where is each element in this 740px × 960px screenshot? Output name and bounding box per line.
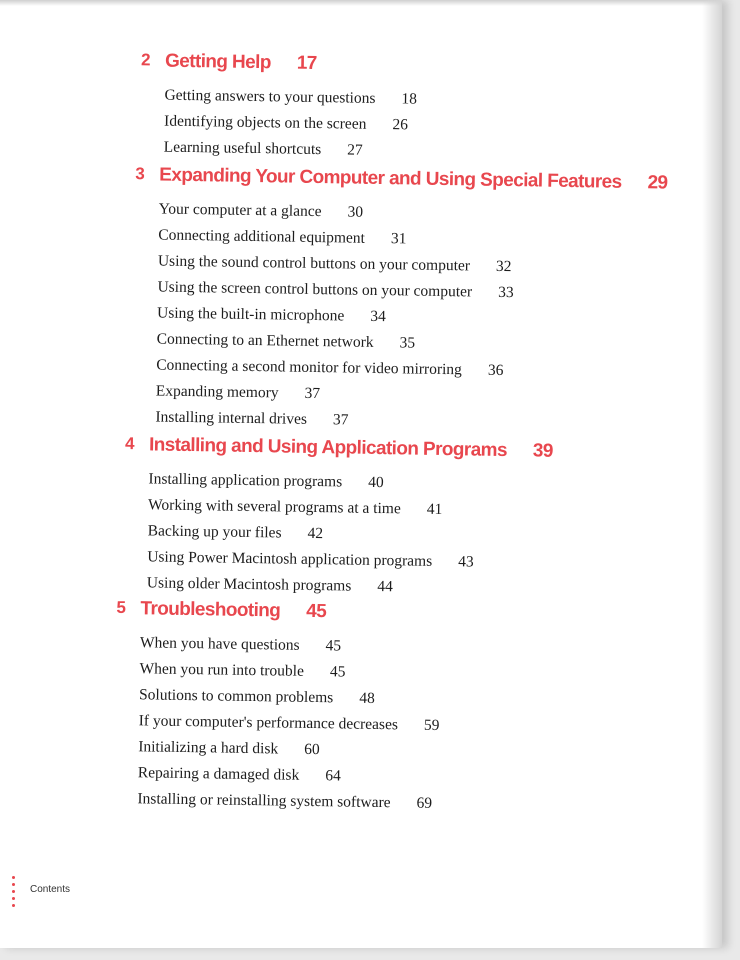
- dotted-rule-icon: [12, 876, 16, 911]
- toc-entry-page: 45: [325, 637, 342, 655]
- toc-entry-text: Solutions to common problems: [138, 686, 334, 707]
- toc-entry-text: Using the screen control buttons on your computer: [157, 278, 473, 301]
- toc-entry-page: 37: [332, 411, 349, 429]
- toc-entry-page: 48: [359, 689, 375, 707]
- chapter-4: [123, 434, 740, 610]
- toc-entry-text: Expanding memory: [155, 382, 279, 402]
- chapter-number: 5: [116, 597, 126, 618]
- toc-entry-text: Learning useful shortcuts: [163, 138, 322, 159]
- toc-entry-text: Installing application programs: [148, 470, 343, 491]
- toc-entry-text: When you have questions: [139, 634, 300, 654]
- toc-entry-text: Using older Macintosh programs: [146, 574, 352, 595]
- toc-entry-text: Identifying objects on the screen: [163, 112, 367, 133]
- chapter-page-number: 45: [306, 600, 327, 623]
- toc-entry-text: Connecting to an Ethernet network: [156, 330, 374, 351]
- chapter-page-number: 29: [647, 172, 668, 194]
- chapter-title: Getting Help: [164, 50, 271, 74]
- chapter-entries: [155, 201, 740, 445]
- toc-entry-page: 69: [416, 794, 433, 812]
- chapter-5: [113, 598, 740, 826]
- toc-entry-page: 27: [347, 141, 363, 159]
- toc-entry-text: Using the built-in microphone: [156, 304, 345, 325]
- chapter-page-number: 39: [532, 440, 553, 462]
- chapter-number: 3: [135, 164, 145, 184]
- toc-entry-text: Initializing a hard disk: [138, 738, 279, 758]
- toc-entry-text: When you run into trouble: [139, 660, 305, 680]
- chapter-page-number: 17: [296, 52, 317, 74]
- toc-entry-page: 36: [487, 361, 504, 379]
- toc-entry-text: Installing or reinstalling system software: [137, 790, 391, 812]
- toc-entry-page: 35: [399, 334, 416, 352]
- toc-entry-text: Connecting additional equipment: [158, 226, 366, 247]
- toc-entry-page: 37: [304, 384, 321, 403]
- toc-entry-page: 64: [325, 767, 341, 785]
- toc-entry-page: 40: [368, 473, 384, 492]
- chapter-2: [139, 50, 740, 174]
- toc-entry-text: Using the sound control buttons on your computer: [157, 252, 471, 275]
- toc-entry-page: 45: [329, 663, 346, 681]
- toc-entry-page: 41: [426, 500, 443, 519]
- toc-entry-page: 30: [347, 203, 364, 221]
- chapter-title: Troubleshooting: [140, 598, 281, 622]
- toc-entry-page: 59: [423, 716, 440, 734]
- toc-entry-page: 60: [304, 740, 320, 759]
- toc-entry-page: 31: [390, 230, 407, 248]
- toc-entry-text: Using Power Macintosh application programs: [147, 548, 433, 570]
- toc-entry-text: Repairing a damaged disk: [137, 764, 300, 784]
- toc-entry-text: If your computer's performance decreases: [138, 712, 399, 734]
- toc-entry-text: Connecting a second monitor for video mirroring: [156, 356, 463, 379]
- toc-entry-page: 26: [392, 116, 409, 134]
- footer-section-label: Contents: [30, 884, 71, 895]
- chapter-entries: [163, 87, 740, 175]
- chapter-number: 4: [124, 434, 135, 454]
- toc-entry-page: 33: [498, 283, 514, 302]
- toc-entry-text: Backing up your files: [147, 522, 282, 542]
- toc-entry-page: 32: [495, 257, 512, 276]
- chapter-number: 2: [140, 50, 151, 70]
- chapter-title: Installing and Using Application Programs: [148, 434, 508, 462]
- chapter-title: Expanding Your Computer and Using Special Features: [159, 164, 622, 193]
- chapter-entries: [147, 470, 740, 610]
- toc-entry-page: 42: [307, 524, 324, 543]
- toc-entry-page: 18: [401, 90, 418, 108]
- toc-entry-page: 43: [458, 553, 474, 571]
- chapter-entries: [137, 634, 740, 826]
- toc-entry-page: 44: [377, 578, 393, 596]
- toc-entry-text: Working with several programs at a time: [147, 496, 401, 518]
- toc-entry-page: 34: [370, 307, 386, 326]
- toc-entry-text: Your computer at a glance: [158, 200, 322, 221]
- toc-entry-text: Getting answers to your questions: [164, 86, 376, 107]
- toc-entry-text: Installing internal drives: [155, 408, 308, 428]
- chapter-3: [131, 164, 740, 444]
